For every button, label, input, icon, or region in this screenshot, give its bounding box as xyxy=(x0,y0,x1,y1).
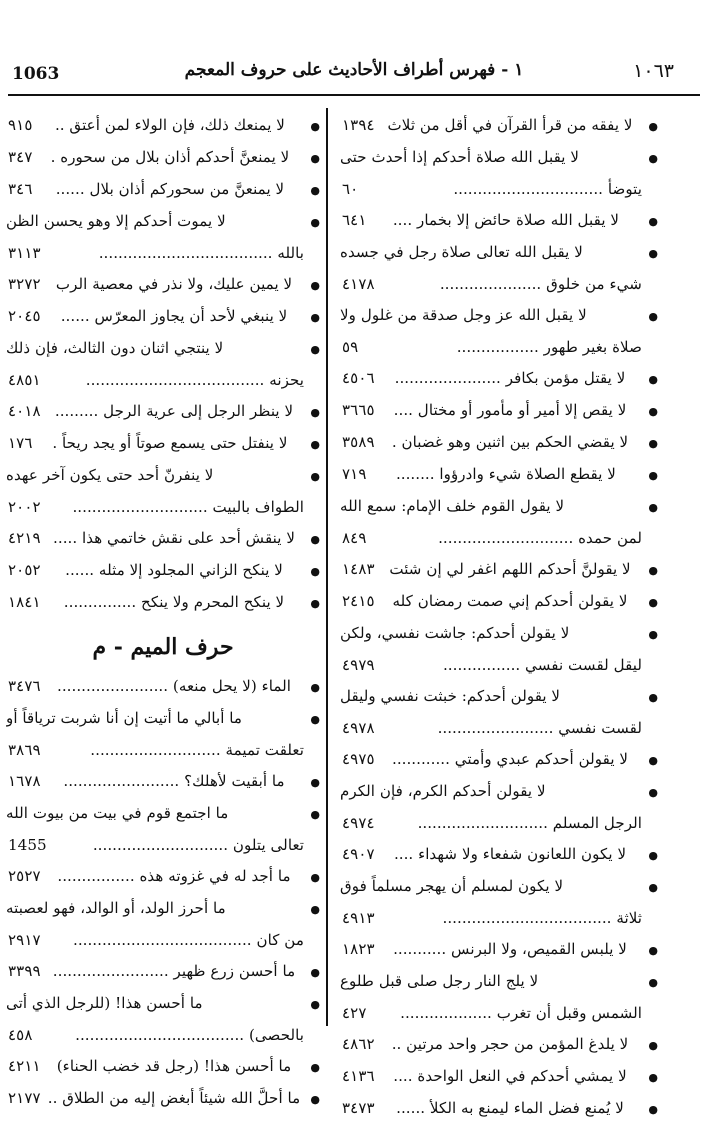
entry-first-line xyxy=(6,142,320,174)
entry-text: لا يقضي الحكم بين اثنين وهو غضبان . xyxy=(391,433,629,451)
entry-first-line xyxy=(6,861,320,893)
index-entry xyxy=(340,681,658,744)
bullet-icon: ● xyxy=(310,438,320,451)
entry-first-line xyxy=(340,1093,658,1125)
bullet-icon: ● xyxy=(648,976,658,989)
bullet-icon: ● xyxy=(310,903,320,916)
entry-first-line xyxy=(340,966,658,998)
entry-first-line xyxy=(6,460,320,492)
entry-first-line xyxy=(6,206,320,238)
entry-text: لا يقولنَّ أحدكم اللهم اغفر لي إن شئت xyxy=(389,560,631,578)
hadith-number: ٤٢١٩ xyxy=(8,529,41,547)
hadith-number: ١٧٦ xyxy=(8,434,33,452)
entry-text: ما أحلَّ الله شيئاً أبغض إليه من الطلاق .. xyxy=(47,1089,301,1107)
right-column xyxy=(340,110,658,1125)
entry-text: لا يموت أحدكم إلا وهو يحسن الظن xyxy=(6,212,226,230)
entry-first-line xyxy=(6,703,320,735)
index-entry xyxy=(6,893,320,956)
entry-text: لا يقبل الله عز وجل صدقة من غلول ولا xyxy=(340,306,587,324)
hadith-number: ٤٩٧٨ xyxy=(342,719,375,737)
entry-text: لا ينتجي اثنان دون الثالث، فإن ذلك xyxy=(6,339,224,357)
hadith-number: 1455 xyxy=(8,836,47,854)
bullet-icon: ● xyxy=(310,470,320,483)
hadith-number: ٢٩١٧ xyxy=(8,931,41,949)
index-entry xyxy=(340,363,658,395)
entry-text: ما أحسن هذا! (للرجل الذي أتى xyxy=(6,994,203,1012)
entry-text: ما أحسن زرع ظهير ........................ xyxy=(52,962,296,980)
entry-continuation-line xyxy=(340,808,658,839)
entry-first-line xyxy=(340,776,658,808)
hadith-number: ٤١٧٨ xyxy=(342,275,375,293)
index-entry xyxy=(6,142,320,174)
index-entry xyxy=(6,301,320,333)
entry-first-line xyxy=(340,395,658,427)
hadith-number: ٣٢٧٢ xyxy=(8,275,41,293)
entry-text: صلاة بغير طهور ................. xyxy=(456,338,642,356)
hadith-number: ٥٩ xyxy=(342,338,359,356)
index-entry xyxy=(340,427,658,459)
entry-text: ما أبقيت لأهلك؟ ........................ xyxy=(63,772,285,790)
bullet-icon: ● xyxy=(310,776,320,789)
entry-text: لا يقولن أحدكم عبدي وأمتي ............ xyxy=(392,750,629,768)
entry-text: من كان ..................................... xyxy=(73,931,304,949)
index-entry xyxy=(6,861,320,893)
page-title: ١ - فهرس أطراف الأحاديث على حروف المعجم xyxy=(184,60,524,80)
hadith-number: ٤٥٠٦ xyxy=(342,369,375,387)
entry-text: لقست نفسي ........................ xyxy=(437,719,642,737)
bullet-icon: ● xyxy=(310,871,320,884)
entry-continuation-line xyxy=(6,365,320,396)
index-entry xyxy=(6,428,320,460)
hadith-number: ٤٢٧ xyxy=(342,1004,367,1022)
entry-first-line xyxy=(340,554,658,586)
entry-first-line xyxy=(6,1051,320,1083)
bullet-icon: ● xyxy=(310,184,320,197)
entry-text: لا ينبغي لأحد أن يجاوز المعرّس ...... xyxy=(60,307,288,325)
index-entry xyxy=(340,142,658,205)
entry-continuation-line xyxy=(340,650,658,681)
hadith-number: ٧١٩ xyxy=(342,465,367,483)
bullet-icon: ● xyxy=(310,311,320,324)
bullet-icon: ● xyxy=(310,1061,320,1074)
entry-text: لا ينظر الرجل إلى عرية الرجل ......... xyxy=(54,402,294,420)
bullet-icon: ● xyxy=(648,1103,658,1116)
entry-continuation-line xyxy=(6,925,320,956)
bullet-icon: ● xyxy=(648,247,658,260)
index-entry xyxy=(6,555,320,587)
index-entry xyxy=(340,618,658,681)
entry-text: لا يقبل الله تعالى صلاة رجل في جسده xyxy=(340,243,583,261)
hadith-number: ٤٢١١ xyxy=(8,1057,41,1075)
bullet-icon: ● xyxy=(648,1071,658,1084)
entry-text: تعالى يتلون ............................ xyxy=(92,836,304,854)
page-header xyxy=(0,56,708,96)
bullet-icon: ● xyxy=(310,597,320,610)
bullet-icon: ● xyxy=(648,152,658,165)
left-column-la-entries xyxy=(6,110,320,619)
hadith-number: ٢٠٥٢ xyxy=(8,561,41,579)
bullet-icon: ● xyxy=(310,1093,320,1106)
entry-text: لا يقبل الله صلاة حائض إلا بخمار .... xyxy=(392,211,620,229)
index-entry xyxy=(340,554,658,586)
hadith-number: ٩١٥ xyxy=(8,116,33,134)
hadith-number: ١٨٤١ xyxy=(8,593,41,611)
entry-continuation-line xyxy=(6,735,320,766)
entry-text: الرجل المسلم ........................... xyxy=(417,814,642,832)
bullet-icon: ● xyxy=(648,310,658,323)
index-entry xyxy=(340,459,658,491)
index-entry xyxy=(6,460,320,523)
hadith-number: ٣٣٩٩ xyxy=(8,962,41,980)
entry-first-line xyxy=(6,396,320,428)
hadith-number: ٤٩٧٩ xyxy=(342,656,375,674)
bullet-icon: ● xyxy=(310,533,320,546)
index-entry xyxy=(340,966,658,1029)
index-entry xyxy=(6,988,320,1051)
entry-text: لا يقطع الصلاة شيء وادرؤوا ........ xyxy=(395,465,616,483)
entry-text: لا ينفرنّ أحد حتى يكون آخر عهده xyxy=(6,466,214,484)
bullet-icon: ● xyxy=(310,713,320,726)
entry-continuation-line xyxy=(6,238,320,269)
entry-first-line xyxy=(6,269,320,301)
entry-first-line xyxy=(6,671,320,703)
index-entry xyxy=(6,671,320,703)
bullet-icon: ● xyxy=(648,881,658,894)
hadith-number: ٣٤٧ xyxy=(8,148,33,166)
hadith-number: ١٤٨٣ xyxy=(342,560,375,578)
hadith-number: ٣٦٦٥ xyxy=(342,401,375,419)
bullet-icon: ● xyxy=(310,565,320,578)
index-entry xyxy=(6,269,320,301)
entry-text: ثلاثة ................................... xyxy=(442,909,642,927)
entry-text: لا يقول القوم خلف الإمام: سمع الله xyxy=(340,497,565,515)
entry-first-line xyxy=(6,428,320,460)
entry-first-line xyxy=(340,205,658,237)
entry-text: شيء من خلوق ..................... xyxy=(439,275,642,293)
index-entry xyxy=(340,110,658,142)
entry-text: لا يقتل مؤمن بكافر ...................... xyxy=(394,369,626,387)
entry-text: ما أحسن هذا! (رجل قد خضب الحناء) xyxy=(56,1057,292,1075)
entry-text: ليقل لقست نفسي ................ xyxy=(442,656,642,674)
entry-first-line xyxy=(6,333,320,365)
index-entry xyxy=(6,956,320,988)
entry-first-line xyxy=(340,363,658,395)
index-entry xyxy=(340,395,658,427)
index-entry xyxy=(6,174,320,206)
entry-first-line xyxy=(340,1061,658,1093)
bullet-icon: ● xyxy=(648,628,658,641)
entry-text: لا يقص إلا أمير أو مأمور أو مختال .... xyxy=(393,401,627,419)
entry-text: لا يفقه من قرأ القرآن في أقل من ثلاث xyxy=(387,116,633,134)
hadith-number: ٤٩٠٧ xyxy=(342,845,375,863)
entry-first-line xyxy=(340,1029,658,1061)
entry-first-line xyxy=(340,237,658,269)
entry-continuation-line xyxy=(340,523,658,554)
hadith-number: ٤٩١٣ xyxy=(342,909,375,927)
entry-text: لا يلبس القميص، ولا البرنس ........... xyxy=(393,940,627,958)
entry-text: لا ينفتل حتى يسمع صوتاً أو يجد ريحاً . xyxy=(52,434,288,452)
entry-first-line xyxy=(340,427,658,459)
page-number-arabic: ١٠٦٣ xyxy=(633,60,674,82)
entry-text: لمن حمده ............................ xyxy=(438,529,642,547)
bullet-icon: ● xyxy=(310,120,320,133)
entry-text: لا يلج النار رجل صلى قبل طلوع xyxy=(340,972,539,990)
page-number-latin: 1063 xyxy=(12,64,60,84)
index-entry xyxy=(6,333,320,396)
entry-text: ما أجد له في غزوته هذه ................ xyxy=(57,867,291,885)
entry-text: لا يمنعك ذلك، فإن الولاء لمن أعتق .. xyxy=(54,116,285,134)
index-entry xyxy=(340,491,658,554)
bullet-icon: ● xyxy=(310,406,320,419)
entry-first-line xyxy=(6,1083,320,1115)
bullet-icon: ● xyxy=(648,469,658,482)
entry-first-line xyxy=(340,491,658,523)
entry-text: الطواف بالبيت ............................ xyxy=(72,498,304,516)
left-column xyxy=(6,110,320,1115)
entry-text: بالحصى) ................................... xyxy=(75,1026,304,1044)
entry-first-line xyxy=(6,301,320,333)
entry-first-line xyxy=(340,681,658,713)
entry-first-line xyxy=(340,459,658,491)
entry-first-line xyxy=(6,893,320,925)
entry-first-line xyxy=(6,555,320,587)
hadith-number: ١٦٧٨ xyxy=(8,772,41,790)
entry-text: لا يقبل الله صلاة أحدكم إذا أحدث حتى xyxy=(340,148,580,166)
bullet-icon: ● xyxy=(648,501,658,514)
entry-first-line xyxy=(340,871,658,903)
hadith-number: ٦٠ xyxy=(342,180,359,198)
bullet-icon: ● xyxy=(648,215,658,228)
bullet-icon: ● xyxy=(648,373,658,386)
bullet-icon: ● xyxy=(310,152,320,165)
entry-text: لا يمين عليك، ولا نذر في معصية الرب xyxy=(55,275,293,293)
index-entry xyxy=(6,798,320,861)
entry-text: لا يمنعنَّ أحدكم أذان بلال من سحوره . xyxy=(50,148,290,166)
entry-text: الماء (لا يحل منعه) ....................... xyxy=(57,677,292,695)
entry-first-line xyxy=(340,586,658,618)
bullet-icon: ● xyxy=(648,1039,658,1052)
entry-text: لا ينقش أحد على نقش خاتمي هذا ..... xyxy=(53,529,295,547)
index-entry xyxy=(6,206,320,269)
bullet-icon: ● xyxy=(648,405,658,418)
entry-continuation-line xyxy=(340,332,658,363)
entry-text: الشمس وقبل أن تغرب ................... xyxy=(400,1004,642,1022)
entry-continuation-line xyxy=(340,269,658,300)
header-rule xyxy=(8,94,700,96)
hadith-number: ٣٨٦٩ xyxy=(8,741,41,759)
entry-continuation-line xyxy=(6,1020,320,1051)
entry-text: ما أحرز الولد، أو الوالد، فهو لعصبته xyxy=(6,899,226,917)
entry-text: لا يكون لمسلم أن يهجر مسلماً فوق xyxy=(340,877,564,895)
entry-first-line xyxy=(340,839,658,871)
entry-first-line xyxy=(6,956,320,988)
hadith-number: ٣٤٦ xyxy=(8,180,33,198)
index-entry xyxy=(340,1061,658,1093)
bullet-icon: ● xyxy=(648,564,658,577)
hadith-number: ٤٩٧٥ xyxy=(342,750,375,768)
column-divider xyxy=(326,108,328,1026)
entry-first-line xyxy=(6,110,320,142)
index-entry xyxy=(6,523,320,555)
index-entry xyxy=(6,1083,320,1115)
entry-text: لا يمنعنَّ من سحوركم أذان بلال ...... xyxy=(55,180,285,198)
entry-first-line xyxy=(6,523,320,555)
bullet-icon: ● xyxy=(648,786,658,799)
bullet-icon: ● xyxy=(648,437,658,450)
index-entry xyxy=(340,586,658,618)
hadith-number: ٣٥٨٩ xyxy=(342,433,375,451)
index-entry xyxy=(340,1029,658,1061)
entry-text: تعلقت تميمة ........................... xyxy=(90,741,304,759)
entry-text: لا ينكح المحرم ولا ينكح ............... xyxy=(63,593,285,611)
entry-text: لا يُمنع فضل الماء ليمنع به الكلأ ...... xyxy=(396,1099,624,1117)
entry-first-line xyxy=(6,766,320,798)
entry-first-line xyxy=(6,988,320,1020)
index-entry xyxy=(340,776,658,839)
bullet-icon: ● xyxy=(310,808,320,821)
entry-continuation-line xyxy=(6,830,320,861)
entry-text: لا يقولن أحدكم إني صمت رمضان كله xyxy=(392,592,628,610)
bullet-icon: ● xyxy=(310,279,320,292)
entry-text: لا يلدغ المؤمن من حجر واحد مرتين .. xyxy=(391,1035,629,1053)
bullet-icon: ● xyxy=(648,691,658,704)
bullet-icon: ● xyxy=(648,944,658,957)
index-entry xyxy=(340,237,658,300)
entry-continuation-line xyxy=(340,998,658,1029)
index-entry xyxy=(6,110,320,142)
bullet-icon: ● xyxy=(310,681,320,694)
entry-text: لا ينكح الزاني المجلود إلا مثله ...... xyxy=(65,561,283,579)
index-entry xyxy=(340,839,658,871)
hadith-number: ٢٥٢٧ xyxy=(8,867,41,885)
entry-first-line xyxy=(6,798,320,830)
hadith-number: ٢٠٤٥ xyxy=(8,307,41,325)
section-title-mim: حرف الميم - م xyxy=(92,634,234,660)
entry-text: ما أبالي ما أتيت إن أنا شربت ترياقاً أو xyxy=(6,709,243,727)
entry-text: لا يمشي أحدكم في النعل الواحدة .... xyxy=(393,1067,627,1085)
bullet-icon: ● xyxy=(310,966,320,979)
index-entry xyxy=(6,766,320,798)
entry-text: لا يقولن أحدكم الكرم، فإن الكرم xyxy=(340,782,546,800)
entry-first-line xyxy=(340,934,658,966)
bullet-icon: ● xyxy=(648,596,658,609)
entry-first-line xyxy=(340,744,658,776)
entry-first-line xyxy=(340,142,658,174)
bullet-icon: ● xyxy=(648,849,658,862)
index-entry xyxy=(340,300,658,363)
hadith-number: ٣٤٧٦ xyxy=(8,677,41,695)
hadith-number: ٤٠١٨ xyxy=(8,402,41,420)
entry-first-line xyxy=(340,110,658,142)
bullet-icon: ● xyxy=(310,216,320,229)
index-entry xyxy=(340,1093,658,1125)
bullet-icon: ● xyxy=(310,998,320,1011)
hadith-number: ١٨٢٣ xyxy=(342,940,375,958)
hadith-number: ٢١٧٧ xyxy=(8,1089,41,1107)
entry-text: لا يقولن أحدكم: خبثت نفسي وليقل xyxy=(340,687,561,705)
entry-text: لا يقولن أحدكم: جاشت نفسي، ولكن xyxy=(340,624,570,642)
entry-first-line xyxy=(340,618,658,650)
entry-continuation-line xyxy=(6,492,320,523)
entry-first-line xyxy=(6,587,320,619)
entry-continuation-line xyxy=(340,903,658,934)
hadith-number: ٤١٣٦ xyxy=(342,1067,375,1085)
index-entry xyxy=(340,205,658,237)
left-column-mim-entries xyxy=(6,671,320,1115)
hadith-number: ٤٨٦٢ xyxy=(342,1035,375,1053)
hadith-number: ٢٠٠٢ xyxy=(8,498,41,516)
bullet-icon: ● xyxy=(310,343,320,356)
entry-first-line xyxy=(6,174,320,206)
index-entry xyxy=(6,587,320,619)
index-entry xyxy=(340,934,658,966)
hadith-number: ٤٩٧٤ xyxy=(342,814,375,832)
entry-continuation-line xyxy=(340,713,658,744)
index-entry xyxy=(6,396,320,428)
entry-text: لا يكون اللعانون شفعاء ولا شهداء .... xyxy=(393,845,627,863)
bullet-icon: ● xyxy=(648,754,658,767)
entry-text: يحزنه ..................................... xyxy=(85,371,304,389)
entry-text: ما اجتمع قوم في بيت من بيوت الله xyxy=(6,804,229,822)
hadith-number: ٦٤١ xyxy=(342,211,367,229)
entry-text: بالله .................................... xyxy=(98,244,304,262)
entry-first-line xyxy=(340,300,658,332)
hadith-number: ٣١١٣ xyxy=(8,244,41,262)
index-entry xyxy=(6,703,320,766)
bullet-icon: ● xyxy=(648,120,658,133)
entry-continuation-line xyxy=(340,174,658,205)
hadith-number: ٤٥٨ xyxy=(8,1026,33,1044)
index-entry xyxy=(6,1051,320,1083)
hadith-number: ٨٤٩ xyxy=(342,529,367,547)
index-entry xyxy=(340,871,658,934)
index-entry xyxy=(340,744,658,776)
hadith-number: ٣٤٧٣ xyxy=(342,1099,375,1117)
hadith-number: ٢٤١٥ xyxy=(342,592,375,610)
entry-text: يتوضأ ............................... xyxy=(453,180,642,198)
hadith-number: ٤٨٥١ xyxy=(8,371,41,389)
hadith-number: ١٣٩٤ xyxy=(342,116,375,134)
